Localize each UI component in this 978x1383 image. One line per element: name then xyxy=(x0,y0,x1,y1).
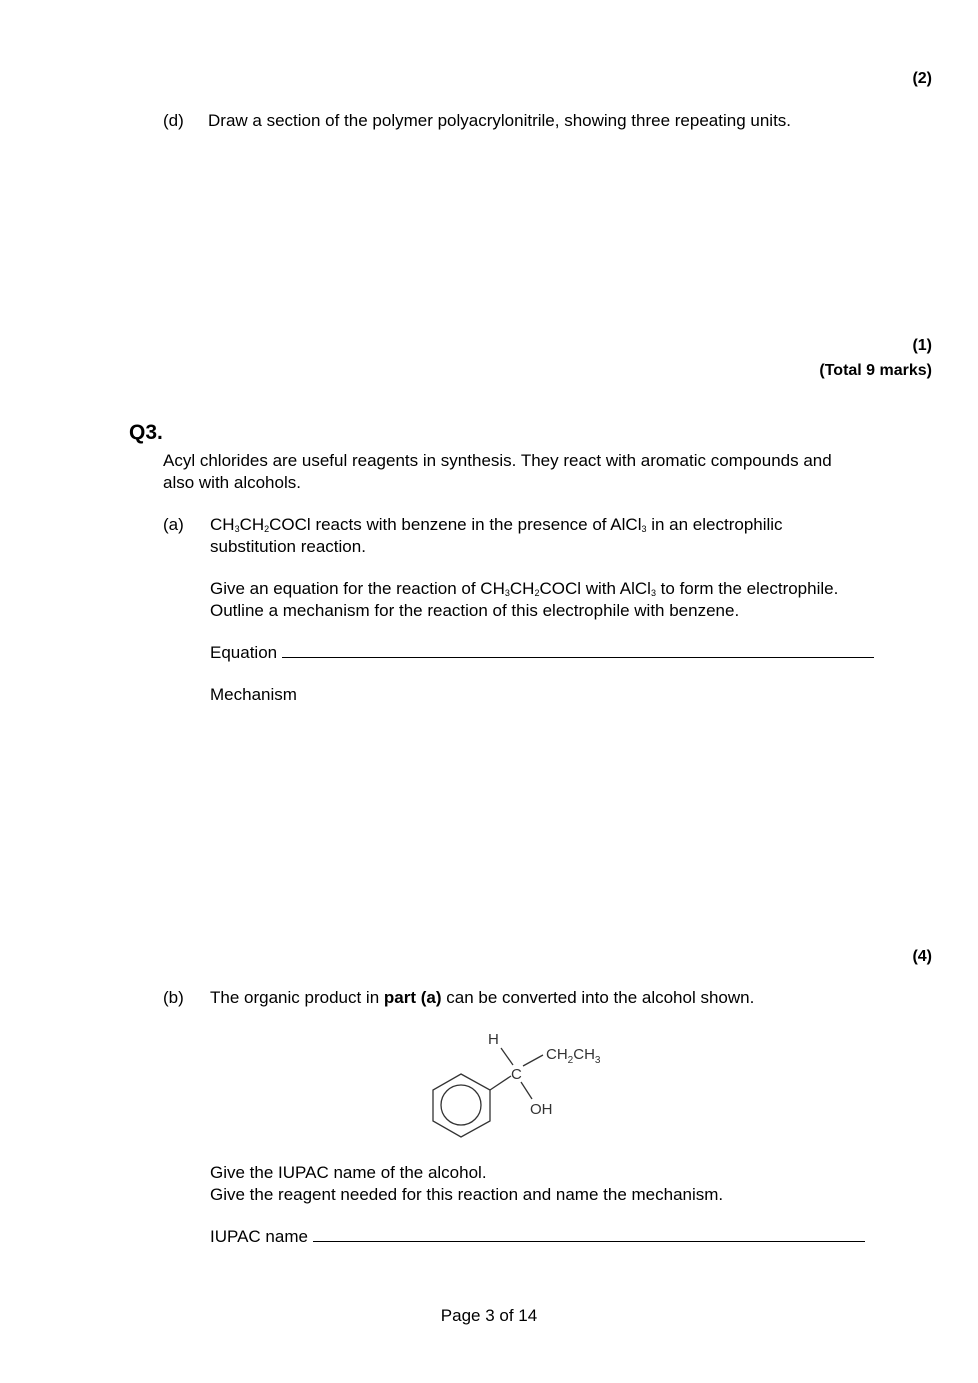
bond-c-ethyl xyxy=(523,1055,543,1066)
page-footer: Page 3 of 14 xyxy=(440,1306,538,1325)
mark-previous-part: (2) xyxy=(912,70,932,87)
iupac-row xyxy=(210,1227,865,1247)
atom-c: C xyxy=(511,1066,522,1083)
bond-c-oh xyxy=(521,1082,532,1099)
part-a-label: (a) xyxy=(163,515,184,534)
question-number: Q3. xyxy=(129,421,163,444)
catalyst-formula: AlCl$_3$ xyxy=(610,515,647,534)
bond-ring-c xyxy=(490,1076,511,1090)
part-a-line1-end: in an electrophilic xyxy=(646,515,783,534)
part-a-instruction1 xyxy=(210,579,838,599)
reagent-formula: $CH_3CH_2COCl$ xyxy=(210,515,311,534)
iupac-label: IUPAC name xyxy=(210,1227,308,1246)
part-b-text-end: can be converted into the alcohol shown. xyxy=(441,988,755,1007)
part-a-line1-mid: reacts with benzene in the presence of xyxy=(310,515,611,534)
catalyst-formula: AlCl$_3$ xyxy=(619,579,656,598)
instruction-end: to form the electrophile. xyxy=(655,579,839,598)
part-b-instruction2: Give the reagent needed for this reaction and name the mechanism. xyxy=(210,1185,724,1204)
equation-label: Equation xyxy=(210,643,278,662)
part-d-mark: (1) xyxy=(912,337,932,354)
part-a-line1 xyxy=(210,515,783,535)
group-ethyl: $CH_2CH_3$ xyxy=(546,1046,601,1066)
equation-row xyxy=(210,643,874,663)
atom-h: H xyxy=(488,1031,499,1048)
mechanism-label: Mechanism xyxy=(210,685,297,704)
instruction-mid: with xyxy=(581,579,620,598)
part-d-question: Draw a section of the polymer polyacrylonitrile, showing three repeating units. xyxy=(208,111,792,130)
part-b-question xyxy=(210,988,754,1008)
part-b-instruction1: Give the IUPAC name of the alcohol. xyxy=(210,1163,487,1182)
total-marks: (Total 9 marks) xyxy=(819,362,932,379)
reagent-formula: $CH_3CH_2COCl$ xyxy=(480,579,582,598)
part-a-line2: substitution reaction. xyxy=(210,537,366,556)
bond-c-h xyxy=(501,1048,513,1065)
alcohol-structure-diagram xyxy=(425,1024,625,1144)
benzene-aromatic-circle xyxy=(441,1085,481,1125)
instruction-start: Give an equation for the reaction of xyxy=(210,579,481,598)
q3-intro-line2: also with alcohols. xyxy=(163,473,301,492)
part-b-text-start: The organic product in xyxy=(210,988,384,1007)
group-oh: OH xyxy=(530,1101,553,1118)
iupac-answer-line[interactable] xyxy=(313,1227,865,1242)
part-b-label: (b) xyxy=(163,988,184,1007)
part-d-label: (d) xyxy=(163,111,184,130)
part-a-mark: (4) xyxy=(912,948,932,965)
equation-answer-line[interactable] xyxy=(282,643,874,658)
part-a-instruction2: Outline a mechanism for the reaction of this electrophile with benzene. xyxy=(210,601,740,620)
part-b-text-bold: part (a) xyxy=(383,988,442,1007)
q3-intro-line1: Acyl chlorides are useful reagents in synthesis. They react with aromatic compounds and xyxy=(163,451,832,470)
